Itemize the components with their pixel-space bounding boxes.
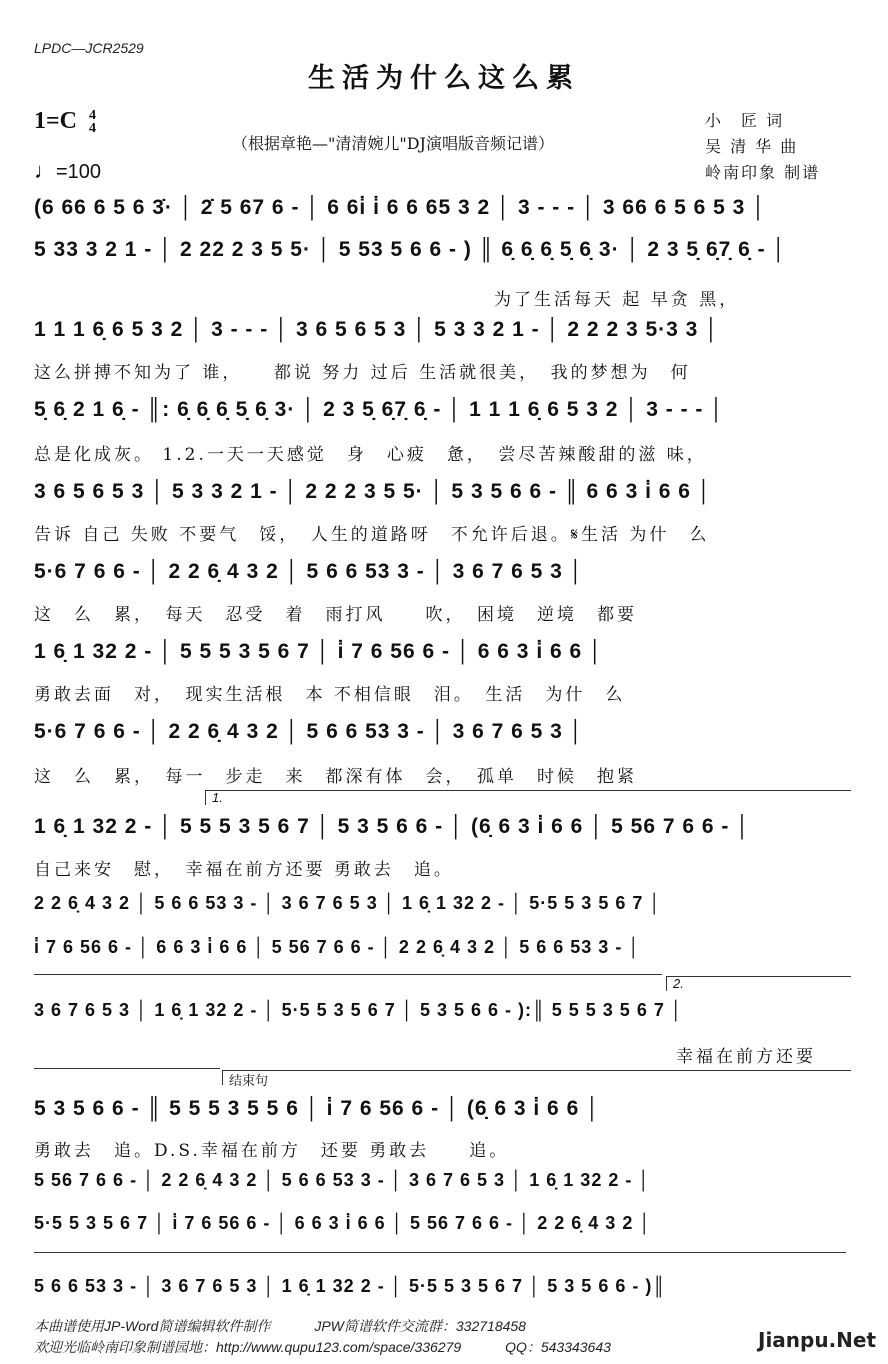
notation-system-11: i̇ 7 6 56 6 - │ 6 6 3 i̇ 6 6 │ 5 56 7 6 6 - │ 2 2 6̣ 4 3 2 │ 5 6 6 53 3 - │: [34, 937, 641, 957]
arranger-credit: 岭南印象 制谱: [705, 163, 821, 182]
lyrics-line-2: 为了生活每天 起 早贪 黑，: [494, 290, 740, 310]
key-label: 1=C: [34, 108, 78, 134]
footer-group-number: JPW简谱软件交流群：332718458: [314, 1318, 526, 1334]
lyrics-line-6: 这 么 累， 每天 忍受 着 雨打风 吹， 困境 逆境 都要: [34, 605, 637, 625]
composer-credit: 吴 清 华 曲: [705, 137, 799, 156]
notation-system-5: 3 6 5 6 5 3 │ 5 3 3 2 1 - │ 2 2 2 3 5 5· │ 5 3 5 6 6 - ║ 6 6 3 i̇ 6 6 │: [34, 480, 712, 503]
final-ending-line: [34, 1252, 846, 1253]
footer-website-link[interactable]: 欢迎光临岭南印象制谱园地：http://www.qupu123.com/space/336279: [34, 1339, 462, 1355]
lyricist-credit: 小 匠 词: [705, 111, 785, 130]
quarter-note-icon: ♩: [34, 158, 56, 183]
lyrics-line-9: 自己来安 慰， 幸福在前方还要 勇敢去 追。: [34, 860, 454, 880]
tempo-value: =100: [56, 161, 102, 183]
source-note: （根据章艳—"清清婉儿"DJ演唱版音频记谱）: [232, 134, 554, 153]
lyrics-line-7: 勇敢去面 对， 现实生活根 本 不相信眼 泪。 生活 为什 么: [34, 685, 626, 705]
notation-system-12: 3 6 7 6 5 3 │ 1 6̣ 1 32 2 - │ 5·5 5 3 5 6 7 │ 5 3 5 6 6 - ):║ 5 5 5 3 5 6 7 │: [34, 1000, 684, 1020]
coda-label: 结束句: [229, 1073, 269, 1088]
notation-system-13: 5 3 5 6 6 - ║ 5 5 5 3 5 5 6 │ i̇ 7 6 56 6 - │ (6̣ 6 3 i̇ 6 6 │: [34, 1097, 601, 1120]
footer-line-2: [34, 1337, 611, 1357]
page-title: 生活为什么这么累: [308, 63, 580, 94]
footer-software-note: 本曲谱使用JP-Word简谱编辑软件制作: [34, 1318, 271, 1334]
time-signature-top: 4: [89, 108, 97, 124]
first-ending-label: 1.: [212, 790, 223, 805]
notation-system-7: 1 6̣ 1 32 2 - │ 5 5 5 3 5 6 7 │ i̇ 7 6 56 6 - │ 6 6 3 i̇ 6 6 │: [34, 640, 604, 663]
time-signature-bottom: 4: [89, 121, 97, 137]
second-ending-continuation: [34, 1068, 220, 1069]
notation-system-15: 5·5 5 3 5 6 7 │ i̇ 7 6 56 6 - │ 6 6 3 i̇ 6 6 │ 5 56 7 6 6 - │ 2 2 6̣ 4 3 2 │: [34, 1213, 652, 1233]
notation-system-16: 5 6 6 53 3 - │ 3 6 7 6 5 3 │ 1 6̣ 1 32 2 - │ 5·5 5 3 5 6 7 │ 5 3 5 6 6 - )║: [34, 1276, 667, 1296]
notation-system-2: 5 33 3 2 1 - │ 2 22 2 3 5 5· │ 5 53 5 6 6 - ) ║ 6̣ 6̣ 6̣ 5̣ 6̣ 3· │ 2 3 5̣ 6̣7̣ 6̣ - │: [34, 238, 787, 261]
first-ending-bracket: [205, 790, 851, 805]
notation-system-6: 5·6 7 6 6 - │ 2 2 6̣ 4 3 2 │ 5 6 6 53 3 - │ 3 6 7 6 5 3 │: [34, 560, 584, 583]
footer-line-1: [34, 1316, 526, 1336]
first-ending-continuation: [34, 974, 662, 975]
lyrics-line-4: 总是化成灰。 1.2.一天一天感觉 身 心疲 惫， 尝尽苦辣酸甜的滋 味，: [34, 445, 707, 465]
jianpu-logo: Jianpu.Net: [758, 1328, 877, 1352]
tempo-marking: [34, 158, 101, 184]
lyrics-line-8: 这 么 累， 每一 步走 来 都深有体 会， 孤单 时候 抱紧: [34, 767, 637, 787]
notation-system-10: 2 2 6̣ 4 3 2 │ 5 6 6 53 3 - │ 3 6 7 6 5 3 │ 1 6̣ 1 32 2 - │ 5·5 5 3 5 6 7 │: [34, 893, 662, 913]
notation-system-14: 5 56 7 6 6 - │ 2 2 6̣ 4 3 2 │ 5 6 6 53 3 - │ 3 6 7 6 5 3 │ 1 6̣ 1 32 2 - │: [34, 1170, 651, 1190]
second-ending-bracket: [666, 976, 851, 991]
notation-system-8: 5·6 7 6 6 - │ 2 2 6̣ 4 3 2 │ 5 6 6 53 3 - │ 3 6 7 6 5 3 │: [34, 720, 584, 743]
notation-system-4: 5̣ 6̣ 2 1 6̣ - ║: 6̣ 6̣ 6̣ 5̣ 6̣ 3· │ 2 3 5̣ 6̣7̣ 6̣ - │ 1 1 1 6̣ 6 5 3 2 │ 3 - - - │: [34, 398, 725, 421]
key-signature: [34, 108, 96, 135]
notation-system-1: (6 66 6 5 6 3̇· │ 2̇ 5 67 6 - │ 6 6i̇ i̇ 6 6 65 3 2 │ 3 - - - │ 3 66 6 5 6 5 3 │: [34, 196, 767, 219]
notation-system-3: 1 1 1 6̣ 6 5 3 2 │ 3 - - - │ 3 6 5 6 5 3 │ 5 3 3 2 1 - │ 2 2 2 3 5·3 3 │: [34, 318, 720, 341]
score-code: LPDC—JCR2529: [34, 40, 144, 56]
footer-qq-number: QQ：543343643: [505, 1339, 611, 1355]
lyrics-line-3: 这么拼搏不知为了 谁， 都说 努力 过后 生活就很美， 我的梦想为 何: [34, 363, 691, 383]
lyrics-line-12: 幸福在前方还要: [676, 1047, 816, 1067]
lyrics-line-5: 告诉 自己 失败 不要气 馁， 人生的道路呀 不允许后退。𝄋生活 为什 么: [34, 525, 710, 545]
second-ending-label: 2.: [673, 976, 684, 991]
time-signature: [89, 109, 96, 135]
coda-bracket: [222, 1070, 851, 1088]
notation-system-9: 1 6̣ 1 32 2 - │ 5 5 5 3 5 6 7 │ 5 3 5 6 6 - │ (6̣ 6 3 i̇ 6 6 │ 5 56 7 6 6 - │: [34, 815, 751, 838]
lyrics-line-13: 勇敢去 追。D.S.幸福在前方 还要 勇敢去 追。: [34, 1141, 510, 1161]
